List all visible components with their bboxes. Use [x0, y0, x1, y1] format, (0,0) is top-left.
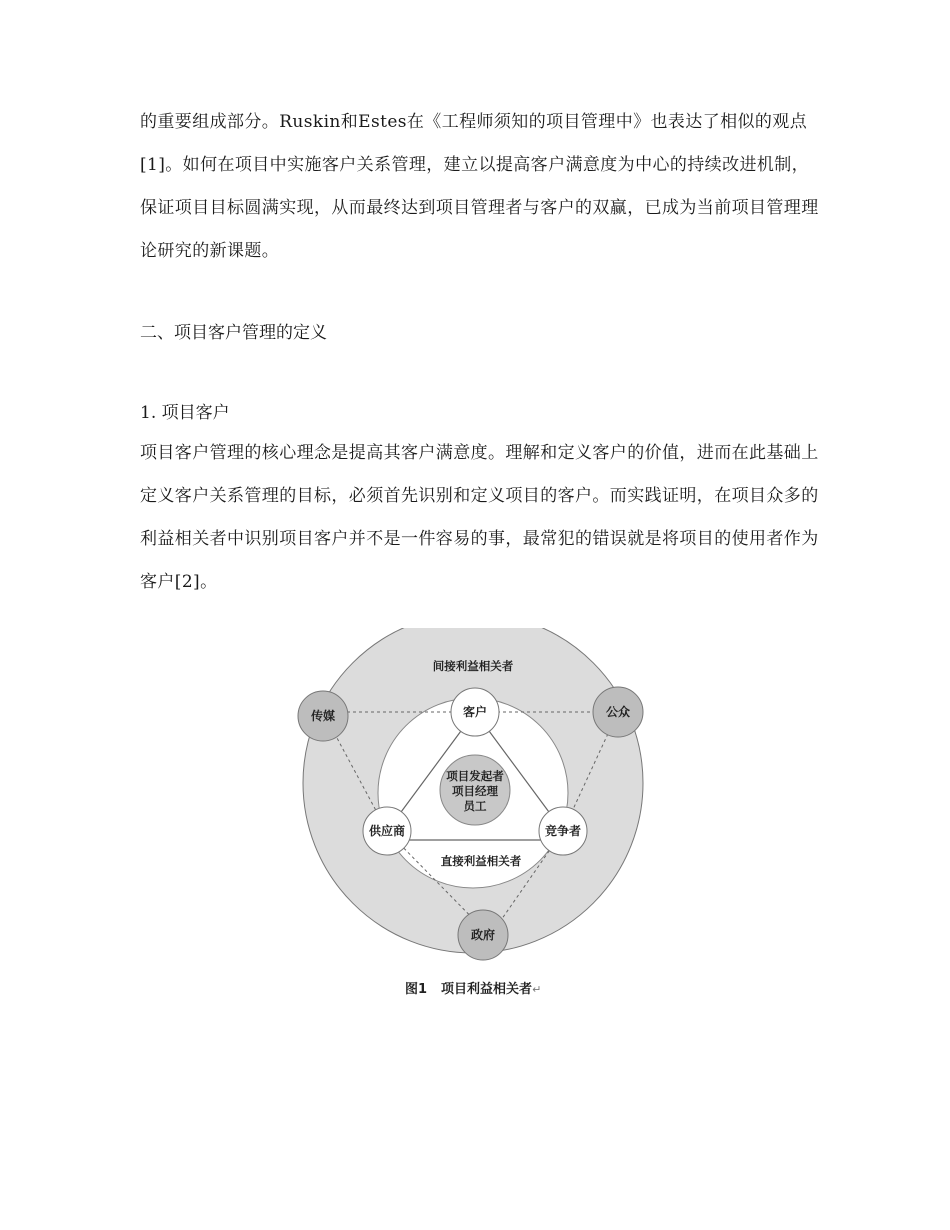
media-label: 传媒	[310, 709, 336, 723]
figure-caption	[405, 978, 541, 997]
body-paragraph-1: 的重要组成部分。Ruskin和Estes在《工程师须知的项目管理中》也表达了相似的观点[1]。如何在项目中实施客户关系管理，建立以提高客户满意度为中心的持续改进机制，保证项目目标圆满实现，从而最终达到项目管理者与客户的双赢，已成为当前项目管理理论研究的新课题。	[140, 112, 819, 261]
government-label: 政府	[470, 928, 496, 942]
caption-number: 图1	[405, 982, 428, 997]
center-label-1: 项目发起者	[446, 769, 504, 783]
paragraph-mark-icon: ↵	[532, 983, 542, 996]
supplier-label: 供应商	[368, 824, 406, 838]
inner-ring-label: 直接利益相关者	[440, 854, 522, 868]
subsection-heading: 1. 项目客户	[140, 403, 230, 423]
stakeholder-diagram	[290, 628, 660, 973]
outer-ring-label: 间接利益相关者	[432, 659, 514, 673]
center-label-3: 员工	[463, 799, 487, 813]
section-heading: 二、项目客户管理的定义	[140, 323, 327, 343]
competitor-label: 竞争者	[544, 824, 582, 838]
caption-text: 项目利益相关者	[441, 982, 533, 997]
public-label: 公众	[605, 705, 631, 719]
body-paragraph-2: 项目客户管理的核心理念是提高其客户满意度。理解和定义客户的价值，进而在此基础上定义客户关系管理的目标，必须首先识别和定义项目的客户。而实践证明，在项目众多的利益相关者中识别项目客户并不是一件容易的事，最常犯的错误就是将项目的使用者作为客户[2]。	[140, 443, 819, 592]
center-label-2: 项目经理	[452, 784, 498, 798]
customer-label: 客户	[462, 705, 488, 719]
